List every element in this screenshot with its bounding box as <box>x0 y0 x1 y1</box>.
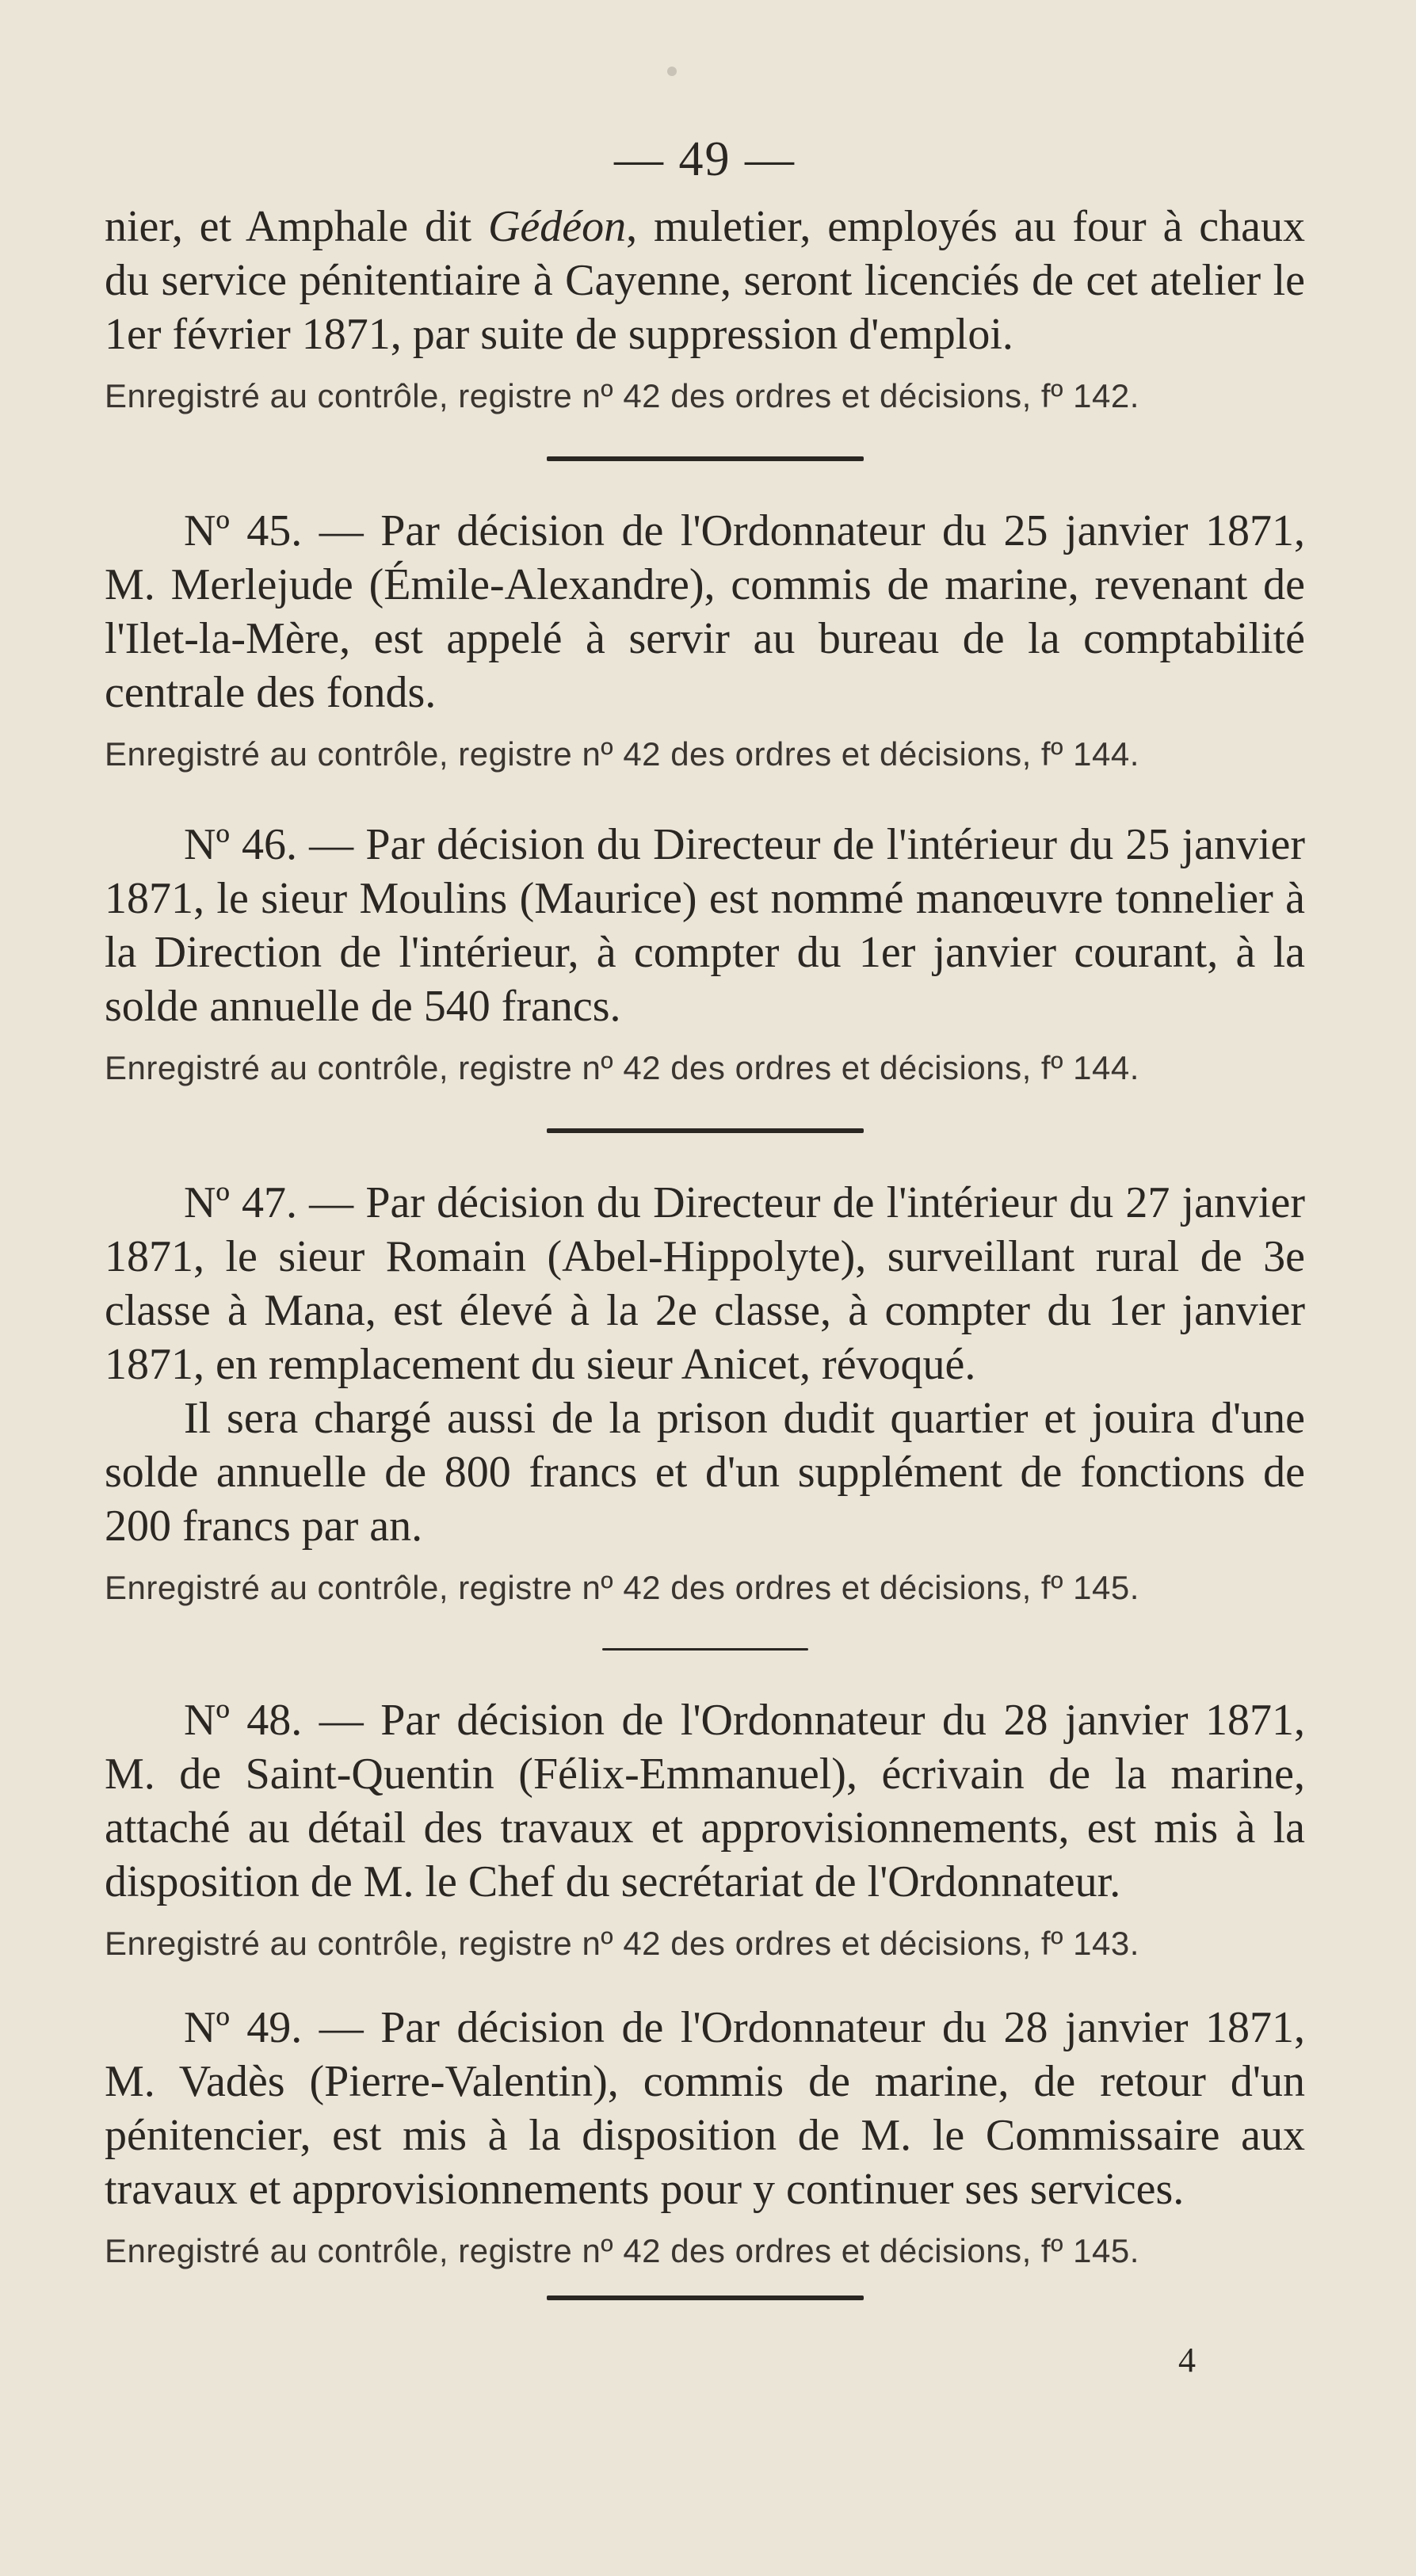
print-speck <box>667 67 677 76</box>
entry-number: Nº 45. <box>184 506 303 555</box>
entry-47-continuation: Il sera chargé aussi de la prison dudit quartier et jouira d'une solde annuelle de 800 francs et d'un supplément de fonctions de 200 francs par an. <box>105 1394 1305 1551</box>
section-divider <box>547 2296 864 2300</box>
section-divider <box>602 1648 808 1651</box>
section-divider <box>547 456 864 461</box>
entry-registration: Enregistré au contrôle, registre nº 42 des ordres et décisions, fº 144. <box>105 735 1139 773</box>
entry-49 <box>105 2001 1305 2216</box>
entry-body: — Par décision de l'Ordonnateur du 28 janvier 1871, M. Vadès (Pierre-Valentin), commis de marine, de retour d'un pénitencier, est mis à la disposition de M. le Commissaire aux travaux et approvisionnements pour y continuer ses services. <box>105 2003 1305 2214</box>
entry-number: Nº 49. <box>184 2003 303 2052</box>
intro-paragraph <box>105 200 1305 361</box>
entry-body: — Par décision du Directeur de l'intérieur du 27 janvier 1871, le sieur Romain (Abel-Hippolyte), surveillant rural de 3e classe à Mana, est élevé à la 2e classe, à compter du 1er janvier 1871, en remplacement du sieur Anicet, révoqué. <box>105 1178 1306 1389</box>
entry-number: Nº 47. <box>184 1178 297 1227</box>
intro-text-before: nier, et Amphale dit <box>105 202 488 251</box>
entry-45 <box>105 504 1305 719</box>
entry-number: Nº 48. <box>184 1696 303 1745</box>
entry-registration: Enregistré au contrôle, registre nº 42 des ordres et décisions, fº 143. <box>105 1925 1139 1962</box>
page-number: — 49 — <box>614 132 796 186</box>
signature-mark: 4 <box>1178 2341 1196 2379</box>
section-divider <box>547 1128 864 1133</box>
entry-48 <box>105 1693 1305 1909</box>
intro-registration: Enregistré au contrôle, registre nº 42 des ordres et décisions, fº 142. <box>105 377 1139 414</box>
entry-body: — Par décision du Directeur de l'intérieur du 25 janvier 1871, le sieur Moulins (Maurice) est nommé manœuvre tonnelier à la Direction de l'intérieur, à compter du 1er janvier courant, à la solde annuelle de 540 francs. <box>105 820 1306 1031</box>
entry-body: — Par décision de l'Ordonnateur du 25 janvier 1871, M. Merlejude (Émile-Alexandre), commis de marine, revenant de l'Ilet-la-Mère, est appelé à servir au bureau de la comptabilité centrale des fonds. <box>105 506 1305 717</box>
entry-registration: Enregistré au contrôle, registre nº 42 des ordres et décisions, fº 144. <box>105 1049 1139 1086</box>
spacer <box>105 1966 1305 2001</box>
entry-47 <box>105 1176 1305 1391</box>
entry-body: — Par décision de l'Ordonnateur du 28 janvier 1871, M. de Saint-Quentin (Félix-Emmanuel), écrivain de la marine, attaché au détail des travaux et approvisionnements, est mis à la disposition de M. le Chef du secrétariat de l'Ordonnateur. <box>105 1696 1305 1906</box>
entry-registration: Enregistré au contrôle, registre nº 42 des ordres et décisions, fº 145. <box>105 2232 1139 2269</box>
intro-name-italic: Gédéon <box>487 202 627 251</box>
entry-46 <box>105 818 1305 1033</box>
intro-text-after: , muletier, employés au four à chaux du service pénitentiaire à Cayenne, seront licenciés de cet atelier le 1er février 1871, par suite de suppression d'emploi. <box>105 202 1305 359</box>
entry-number: Nº 46. <box>184 820 297 869</box>
spacer <box>105 777 1305 818</box>
entry-registration: Enregistré au contrôle, registre nº 42 des ordres et décisions, fº 145. <box>105 1569 1139 1606</box>
